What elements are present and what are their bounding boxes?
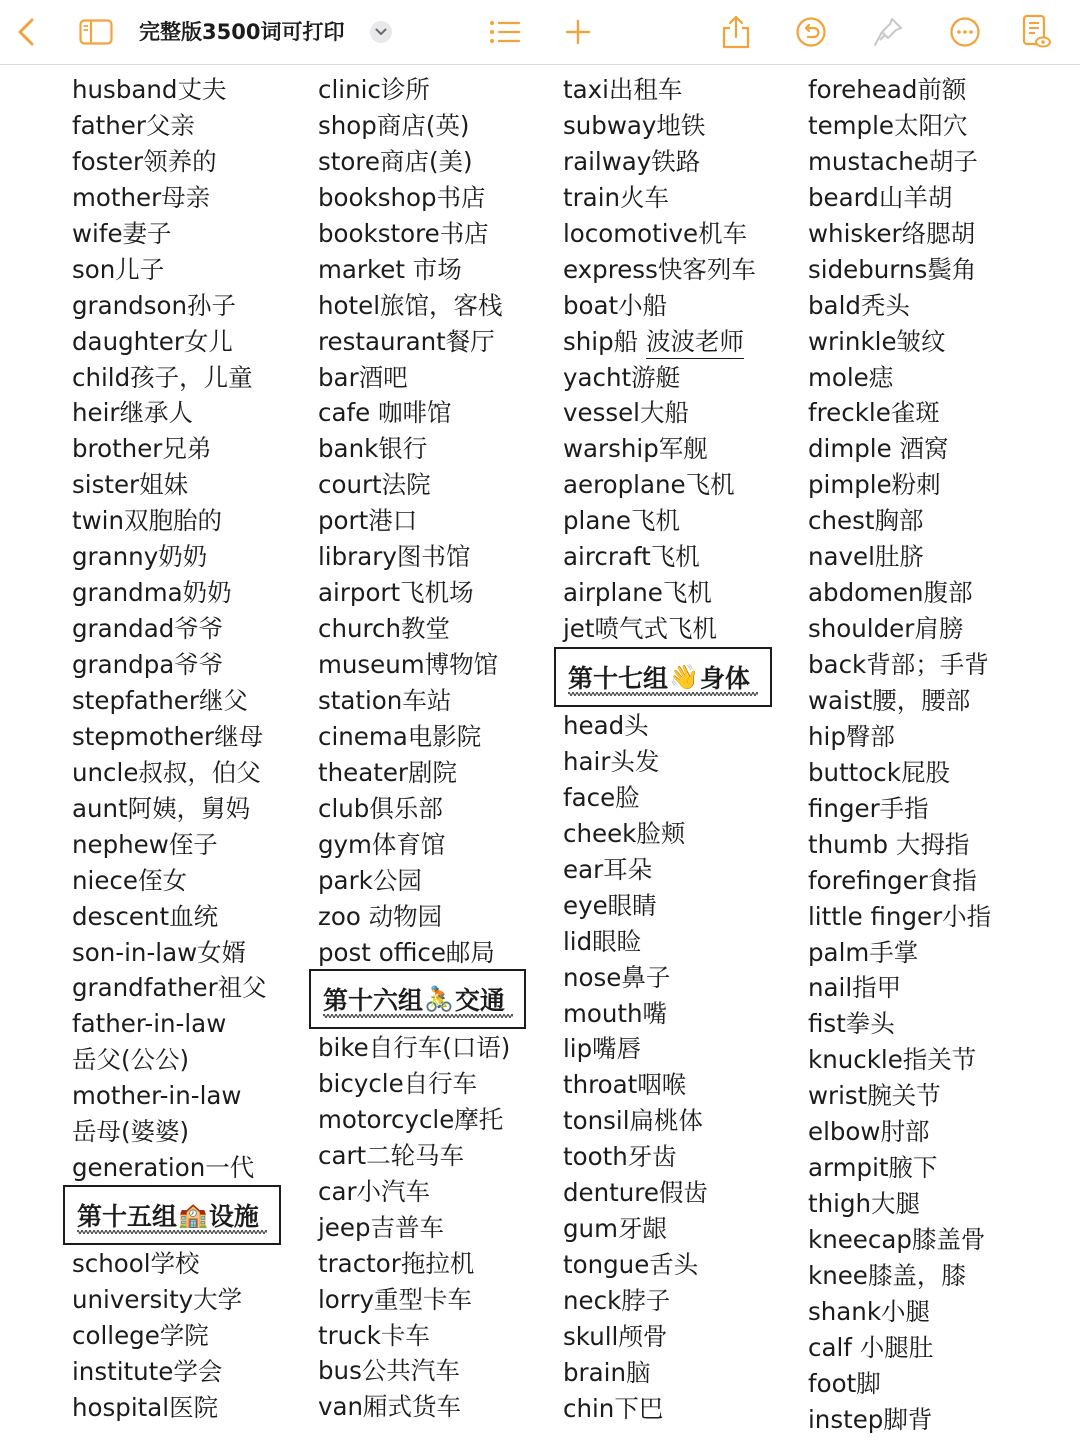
list-item: bus公共汽车 [318,1356,460,1386]
waving-hand-icon: 👋 [669,663,699,691]
list-item: shop商店(英) [318,110,470,140]
list-item: club俱乐部 [318,793,443,823]
list-item: sister姐妹 [72,470,189,500]
list-item: lip嘴唇 [563,1034,642,1064]
list-item: mother-in-law [72,1081,242,1111]
list-item: cafe 咖啡馆 [318,398,452,428]
list-item: tongue舌头 [563,1250,699,1280]
list-item: station车站 [318,685,452,715]
list-item: wrist腕关节 [808,1081,941,1111]
list-item: foster领养的 [72,146,217,176]
list-item: plane飞机 [563,506,680,536]
undo-icon[interactable] [793,14,829,50]
list-item: motorcycle摩托 [318,1104,504,1134]
column-1 [72,72,267,1186]
chevron-down-icon[interactable] [370,21,392,43]
back-chevron-icon[interactable] [8,14,44,50]
list-item: court法院 [318,470,431,500]
list-item: museum博物馆 [318,650,499,679]
list-item: neck脖子 [563,1286,671,1315]
list-item: bald秃头 [808,290,910,320]
section-header-17 [554,647,772,707]
section-header-label: 第十七组 [568,664,669,693]
list-item: stepmother继母 [72,721,264,751]
section-header-label: 身体 [699,664,750,693]
list-item: bicycle自行车 [318,1068,478,1098]
list-item: twin双胞胎的 [72,506,222,536]
list-item: pimple粉刺 [808,470,941,500]
list-item: grandma奶奶 [72,578,232,608]
list-item: grandfather祖父 [72,973,267,1003]
list-item: mustache胡子 [808,146,978,176]
list-item: freckle雀斑 [808,398,940,428]
list-item: denture假齿 [563,1178,708,1208]
list-item: hospital医院 [72,1392,219,1422]
column-3 [563,72,756,647]
list-item: 岳母(婆婆) [72,1117,190,1147]
list-item: father-in-law [72,1009,227,1039]
school-building-icon: 🏫 [178,1201,208,1229]
list-item: theater剧院 [318,757,457,787]
list-item: airplane飞机 [563,578,712,608]
list-item: college学院 [72,1320,209,1350]
wavy-underline [568,691,758,697]
list-item: forehead前额 [808,75,967,104]
list-item: knee膝盖，膝 [808,1260,966,1290]
list-item: face脸 [563,782,640,812]
list-item: boat小船 [563,290,668,320]
list-item: aeroplane飞机 [563,470,735,500]
wavy-underline [323,1013,513,1019]
list-item: institute学会 [72,1356,223,1386]
list-item: throat咽喉 [563,1070,687,1100]
list-item: vessel大船 [563,398,689,428]
list-item: stepfather继父 [72,685,248,715]
list-item: little finger小指 [808,901,992,931]
list-item: wrinkle皱纹 [808,326,946,356]
list-item: brother兄弟 [72,434,212,464]
list-item: express快客列车 [563,254,756,284]
list-item-text: ship船 [563,326,646,356]
share-icon[interactable] [718,14,754,50]
list-item: lorry重型卡车 [318,1284,473,1314]
list-item: grandad爷爷 [72,614,224,644]
list-item: tooth牙齿 [563,1142,677,1172]
list-item: thumb 大拇指 [808,829,970,859]
list-item: train火车 [563,182,670,212]
list-item: truck卡车 [318,1320,430,1350]
section-header-label: 第十六组 [323,986,424,1015]
list-item: kneecap膝盖骨 [808,1225,986,1254]
list-item: navel肚脐 [808,542,924,572]
list-item: zoo 动物园 [318,901,443,931]
list-item: taxi出租车 [563,75,683,104]
list-item: back背部；手背 [808,650,989,679]
list-item: aunt阿姨，舅妈 [72,793,251,823]
list-item: daughter女儿 [72,326,233,356]
list-item: hotel旅馆，客栈 [318,290,503,320]
list-item: nephew侄子 [72,829,218,859]
list-item: university大学 [72,1284,243,1314]
section-header-label: 第十五组 [77,1202,178,1231]
list-item: whisker络腮胡 [808,218,976,248]
list-item: warship军舰 [563,434,708,464]
list-item: mole痣 [808,362,894,392]
list-item: yacht游艇 [563,362,681,392]
column-3-after [563,708,708,1427]
list-item: generation一代 [72,1153,255,1183]
list-item: nail指甲 [808,973,902,1003]
list-item: forefinger食指 [808,865,977,895]
list-item: palm手掌 [808,937,919,967]
more-icon[interactable] [947,14,983,50]
list-item: dimple 酒窝 [808,434,949,464]
list-item: uncle叔叔，伯父 [72,757,261,787]
list-item: chest胸部 [808,506,924,536]
list-item: subway地铁 [563,110,706,140]
list-item: clinic诊所 [318,75,430,104]
section-header-16 [309,969,526,1029]
list-item: descent血统 [72,901,219,931]
reading-view-icon[interactable] [1018,14,1054,50]
list-item: head头 [563,711,649,740]
list-item: locomotive机车 [563,218,748,248]
sidebar-icon[interactable] [78,14,114,50]
list-item: sideburns鬓角 [808,254,977,284]
list-item: abdomen腹部 [808,578,973,608]
markup-pen-icon[interactable] [870,14,906,50]
section-header-label: 设施 [208,1202,259,1231]
plus-icon[interactable] [560,14,596,50]
section-header-label: 交通 [454,986,505,1015]
list-item: gum牙龈 [563,1214,667,1244]
list-item: car小汽车 [318,1176,431,1206]
list-item: fist拳头 [808,1009,895,1039]
list-item: knuckle指关节 [808,1045,977,1075]
section-header-15 [63,1185,281,1245]
list-item: grandpa爷爷 [72,650,224,679]
list-item: airport飞机场 [318,578,474,608]
column-2 [318,72,503,970]
list-item: waist腰，腰部 [808,685,971,715]
list-item: bank银行 [318,434,428,464]
cyclist-icon: 🚴 [424,985,454,1013]
list-item: shank小腿 [808,1296,931,1326]
list-item: calf 小腿肚 [808,1332,934,1362]
list-item: market 市场 [318,254,462,284]
list-item: finger手指 [808,793,929,823]
list-item: hip臀部 [808,721,895,751]
list-item: buttock屁股 [808,757,950,787]
list-item: chin下巴 [563,1393,664,1423]
list-item: aircraft飞机 [563,542,700,572]
list-item: 岳父(公公) [72,1045,190,1075]
list-item: thigh大腿 [808,1189,921,1219]
list-item: port港口 [318,506,418,536]
list-item: nose鼻子 [563,962,671,992]
list-item: skull颅骨 [563,1321,668,1351]
list-item: bookstore书店 [318,218,489,248]
list-item: mouth嘴 [563,998,668,1028]
teacher-note: 波波老师 [646,327,744,359]
list-item: eye眼睛 [563,890,657,920]
list-item: ear耳朵 [563,854,653,884]
list-item: foot脚 [808,1368,881,1398]
list-item: restaurant餐厅 [318,326,495,356]
document-title[interactable]: 完整版3500词可打印 [139,20,345,44]
list-item: niece侄女 [72,865,187,895]
list-item: cheek脸颊 [563,818,686,848]
list-item: elbow肘部 [808,1117,930,1147]
list-item: father父亲 [72,110,195,140]
wavy-underline [77,1229,267,1235]
list-item: school学校 [72,1249,200,1278]
list-item: granny奶奶 [72,542,208,572]
list-item: jet喷气式飞机 [563,614,717,644]
list-item: cinema电影院 [318,721,482,751]
list-item: temple太阳穴 [808,110,968,140]
list-item: shoulder肩膀 [808,614,964,644]
list-item [563,324,756,360]
list-item: bar酒吧 [318,362,408,392]
list-item: tonsil扁桃体 [563,1106,704,1136]
list-item: son儿子 [72,254,165,284]
list-item: railway铁路 [563,146,701,176]
toolbar [0,0,1080,65]
list-item: bike自行车(口语) [318,1033,511,1062]
column-2-after [318,1030,510,1425]
list-item: child孩子，儿童 [72,362,253,392]
list-item: post office邮局 [318,937,495,967]
list-item: library图书馆 [318,542,471,572]
list-item: husband丈夫 [72,75,227,104]
list-item: store商店(美) [318,146,473,176]
list-item: bookshop书店 [318,182,486,212]
list-item: brain脑 [563,1357,651,1387]
list-item: van厢式货车 [318,1392,462,1422]
list-item: cart二轮马车 [318,1140,465,1170]
list-item: armpit腋下 [808,1153,938,1183]
list-item: lid眼睑 [563,926,642,956]
list-item: son-in-law女婿 [72,937,247,967]
list-item: heir继承人 [72,398,193,428]
list-item: tractor拖拉机 [318,1248,475,1278]
list-item: gym体育馆 [318,829,446,859]
list-icon[interactable] [487,14,523,50]
list-item: church教堂 [318,614,451,644]
list-item: mother母亲 [72,182,211,212]
column-1-after [72,1246,242,1426]
column-4 [808,72,991,1438]
list-item: instep脚背 [808,1404,933,1434]
list-item: beard山羊胡 [808,182,953,212]
list-item: wife妻子 [72,218,172,248]
list-item: grandson孙子 [72,290,236,320]
list-item: jeep吉普车 [318,1212,445,1242]
list-item: park公园 [318,865,422,895]
list-item: hair头发 [563,746,660,776]
